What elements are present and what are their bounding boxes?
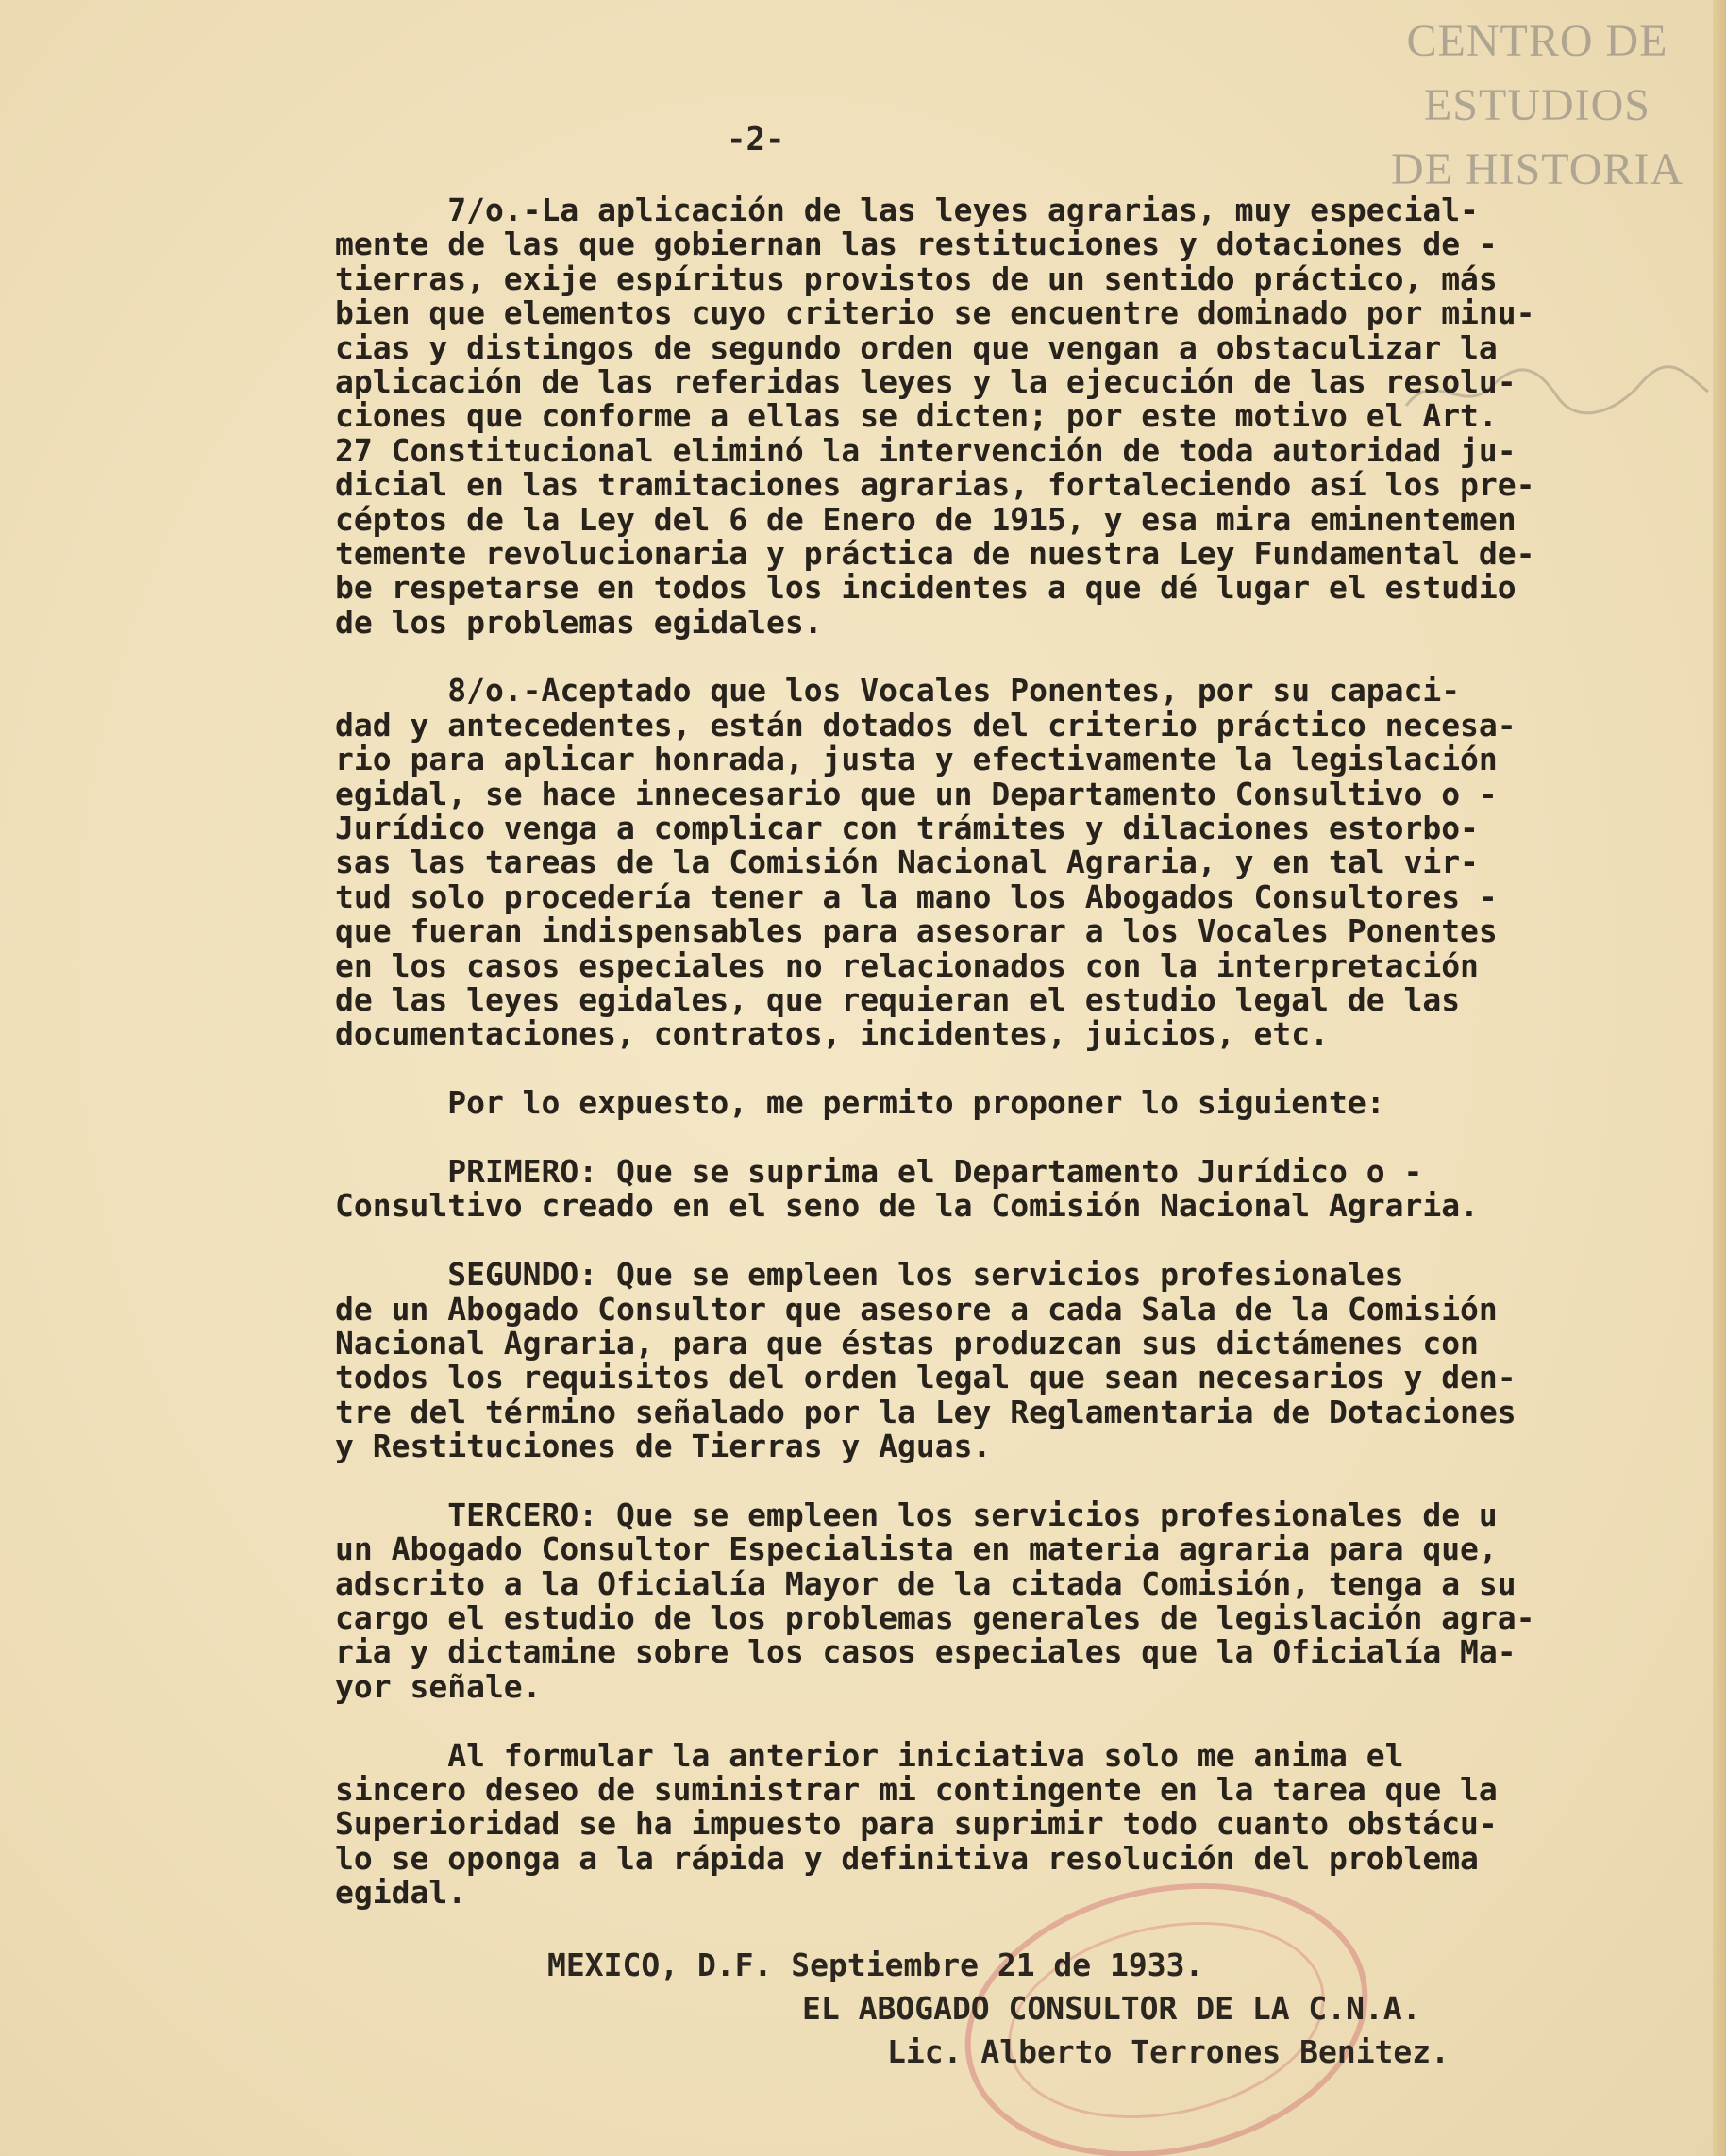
text-line: dicial en las tramitaciones agrarias, fortaleciendo así los pre-: [335, 466, 1535, 504]
text-line: de un Abogado Consultor que asesore a cada Sala de la Comisión: [335, 1290, 1498, 1328]
text-line: tre del término señalado por la Ley Reglamentaria de Dotaciones: [335, 1393, 1517, 1430]
paragraph-gap: [335, 640, 1713, 674]
text-line: céptos de la Ley del 6 de Enero de 1915, y esa mira eminentemen: [335, 500, 1517, 538]
letter-closing: [547, 1944, 1450, 2074]
text-line: tud solo procedería tener a la mano los Abogados Consultores -: [335, 877, 1498, 915]
text-line: bien que elementos cuyo criterio se encuentre dominado por minu-: [335, 294, 1535, 332]
text-line: dad y antecedentes, están dotados del criterio práctico necesa-: [335, 706, 1517, 744]
text-line: todos los requisitos del orden legal que sean necesarios y den-: [335, 1359, 1517, 1396]
text-line: 8/o.-Aceptado que los Vocales Ponentes, por su capaci-: [335, 672, 1461, 710]
text-line: que fueran indispensables para asesorar a los Vocales Ponentes: [335, 912, 1498, 950]
text-line: Por lo expuesto, me permito proponer lo siguiente:: [335, 1084, 1385, 1122]
text-line: y Restituciones de Tierras y Aguas.: [335, 1428, 992, 1465]
closing-title: EL ABOGADO CONSULTOR DE LA C.N.A.: [802, 1990, 1421, 2027]
text-line: cias y distingos de segundo orden que vengan a obstaculizar la: [335, 328, 1498, 366]
archive-watermark: [1367, 9, 1707, 202]
text-line: mente de las que gobiernan las restituciones y dotaciones de -: [335, 226, 1498, 263]
text-line: sas las tareas de la Comisión Nacional Agraria, y en tal vir-: [335, 844, 1479, 881]
text-line: 7/o.-La aplicación de las leyes agrarias, muy especial-: [335, 192, 1479, 228]
paragraph-gap: [335, 1224, 1713, 1258]
text-line: tierras, exije espíritus provistos de un sentido práctico, más: [335, 259, 1498, 297]
text-line: 27 Constitucional eliminó la intervención de toda autoridad ju-: [335, 431, 1517, 469]
text-line: adscrito a la Oficialía Mayor de la citada Comisión, tenga a su: [335, 1564, 1517, 1602]
watermark-line-3: DE HISTORIA: [1390, 144, 1684, 194]
text-line: PRIMERO: Que se suprima el Departamento Jurídico o -: [335, 1152, 1423, 1190]
closing-signatory: Lic. Alberto Terrones Benitez.: [887, 2033, 1450, 2070]
text-line: ria y dictamine sobre los casos especiales que la Oficialía Ma-: [335, 1633, 1517, 1671]
text-line: un Abogado Consultor Especialista en materia agraria para que,: [335, 1530, 1498, 1568]
text-line: en los casos especiales no relacionados con la interpretación: [335, 946, 1479, 984]
paragraph-gap: [335, 1052, 1713, 1086]
text-line: de las leyes egidales, que requieran el estudio legal de las: [335, 980, 1461, 1018]
text-line: Nacional Agraria, para que éstas produzcan sus dictámenes con: [335, 1324, 1479, 1362]
page-number: -2-: [727, 121, 785, 159]
text-line: Jurídico venga a complicar con trámites y dilaciones estorbo-: [335, 810, 1479, 847]
watermark-line-1: CENTRO DE: [1406, 16, 1668, 66]
text-line: SEGUNDO: Que se empleen los servicios profesionales: [335, 1256, 1404, 1294]
text-line: TERCERO: Que se empleen los servicios profesionales de u: [335, 1496, 1498, 1533]
text-line: egidal.: [335, 1874, 467, 1912]
text-line: be respetarse en todos los incidentes a que dé lugar el estudio: [335, 569, 1517, 607]
text-line: rio para aplicar honrada, justa y efectivamente la legislación: [335, 741, 1498, 778]
text-line: Al formular la anterior iniciativa solo me anima el: [335, 1736, 1404, 1774]
text-line: egidal, se hace innecesario que un Departamento Consultivo o -: [335, 775, 1498, 812]
text-line: de los problemas egidales.: [335, 603, 823, 641]
text-line: aplicación de las referidas leyes y la ejecución de las resolu-: [335, 362, 1517, 400]
text-line: lo se oponga a la rápida y definitiva resolución del problema: [335, 1839, 1479, 1877]
text-line: yor señale.: [335, 1667, 542, 1705]
text-line: temente revolucionaria y práctica de nuestra Ley Fundamental de-: [335, 534, 1535, 572]
paragraph-gap: [335, 1704, 1713, 1738]
paper-edge: [1713, 0, 1726, 2156]
text-line: Consultivo creado en el seno de la Comisión Nacional Agraria.: [335, 1187, 1479, 1225]
watermark-line-2: ESTUDIOS: [1423, 80, 1651, 130]
text-line: ciones que conforme a ellas se dicten; por este motivo el Art.: [335, 397, 1498, 435]
paragraph-gap: [335, 1121, 1713, 1155]
closing-place-date: MEXICO, D.F. Septiembre 21 de 1933.: [547, 1947, 1204, 1983]
text-line: Superioridad se ha impuesto para suprimir todo cuanto obstácu-: [335, 1805, 1498, 1843]
paragraph-gap: [335, 1463, 1713, 1497]
text-line: sincero deseo de suministrar mi contingente en la tarea que la: [335, 1770, 1498, 1808]
text-line: documentaciones, contratos, incidentes, juicios, etc.: [335, 1015, 1329, 1053]
text-line: cargo el estudio de los problemas generales de legislación agra-: [335, 1599, 1535, 1637]
letter-body: [335, 193, 1713, 1911]
